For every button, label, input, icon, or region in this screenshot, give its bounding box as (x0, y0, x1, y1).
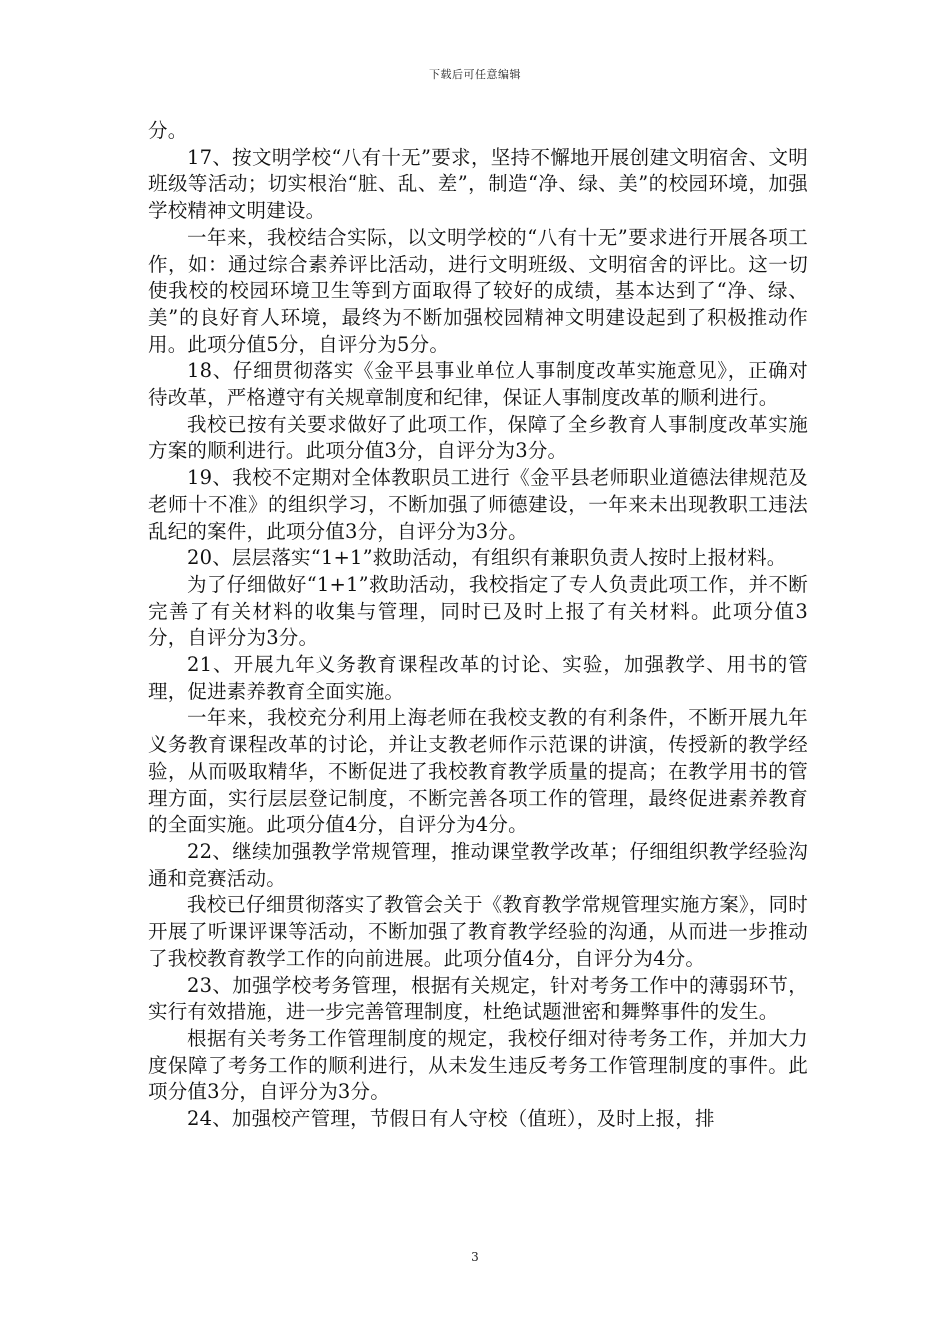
paragraph: 根据有关考务工作管理制度的规定，我校仔细对待考务工作，并加大力度保障了考务工作的顺利进行，从未发生违反考务工作管理制度的事件。此项分值3分，自评分为3分。 (148, 1026, 808, 1104)
paragraph: 我校已按有关要求做好了此项工作，保障了全乡教育人事制度改革实施方案的顺利进行。此项分值3分，自评分为3分。 (148, 412, 808, 463)
paragraph: 22、继续加强教学常规管理，推动课堂教学改革；仔细组织教学经验沟通和竞赛活动。 (148, 839, 808, 890)
paragraph: 17、按文明学校“八有十无”要求，坚持不懈地开展创建文明宿舍、文明班级等活动；切实根治“脏、乱、差”，制造“净、绿、美”的校园环境，加强学校精神文明建设。 (148, 145, 808, 223)
page-number: 3 (471, 1250, 479, 1264)
paragraph: 为了仔细做好“1+1”救助活动，我校指定了专人负责此项工作，并不断完善了有关材料的收集与管理，同时已及时上报了有关材料。此项分值3分，自评分为3分。 (148, 572, 808, 650)
paragraph: 24、加强校产管理，节假日有人守校（值班），及时上报，排 (187, 1107, 715, 1131)
page-header-note: 下载后可任意编辑 (429, 68, 521, 81)
paragraph: 分。 (148, 119, 188, 142)
paragraph: 一年来，我校结合实际，以文明学校的“八有十无”要求进行开展各项工作，如：通过综合素养评比活动，进行文明班级、文明宿舍的评比。这一切使我校的校园环境卫生等到方面取得了较好的成绩，基本达到了“净、绿、美”的良好育人环境，最终为不断加强校园精神文明建设起到了积极推动作用。此项分值5分，自评分为5分。 (148, 225, 808, 356)
paragraph: 19、我校不定期对全体教职员工进行《金平县老师职业道德法律规范及老师十不准》的组织学习，不断加强了师德建设，一年来未出现教职工违法乱纪的案件，此项分值3分，自评分为3分。 (148, 466, 808, 543)
document-body (148, 118, 808, 1133)
paragraph: 21、开展九年义务教育课程改革的讨论、实验，加强教学、用书的管理，促进素养教育全面实施。 (148, 653, 808, 703)
paragraph: 一年来，我校充分利用上海老师在我校支教的有利条件，不断开展九年义务教育课程改革的讨论，并让支教老师作示范课的讲演，传授新的教学经验，从而吸取精华，不断促进了我校教育教学质量的提高；在教学用书的管理方面，实行层层登记制度，不断完善各项工作的管理，最终促进素养教育的全面实施。此项分值4分，自评分为4分。 (148, 706, 808, 837)
paragraph: 20、层层落实“1+1”救助活动，有组织有兼职负责人按时上报材料。 (187, 546, 787, 570)
paragraph: 18、仔细贯彻落实《金平县事业单位人事制度改革实施意见》，正确对待改革，严格遵守有关规章制度和纪律，保证人事制度改革的顺利进行。 (148, 359, 808, 410)
paragraph: 23、加强学校考务管理，根据有关规定，针对考务工作中的薄弱环节，实行有效措施，进一步完善管理制度，杜绝试题泄密和舞弊事件的发生。 (148, 973, 808, 1024)
paragraph: 我校已仔细贯彻落实了教管会关于《教育教学常规管理实施方案》，同时开展了听课评课等活动，不断加强了教育教学经验的沟通，从而进一步推动了我校教育教学工作的向前进展。此项分值4分，自评分为4分。 (148, 893, 808, 970)
